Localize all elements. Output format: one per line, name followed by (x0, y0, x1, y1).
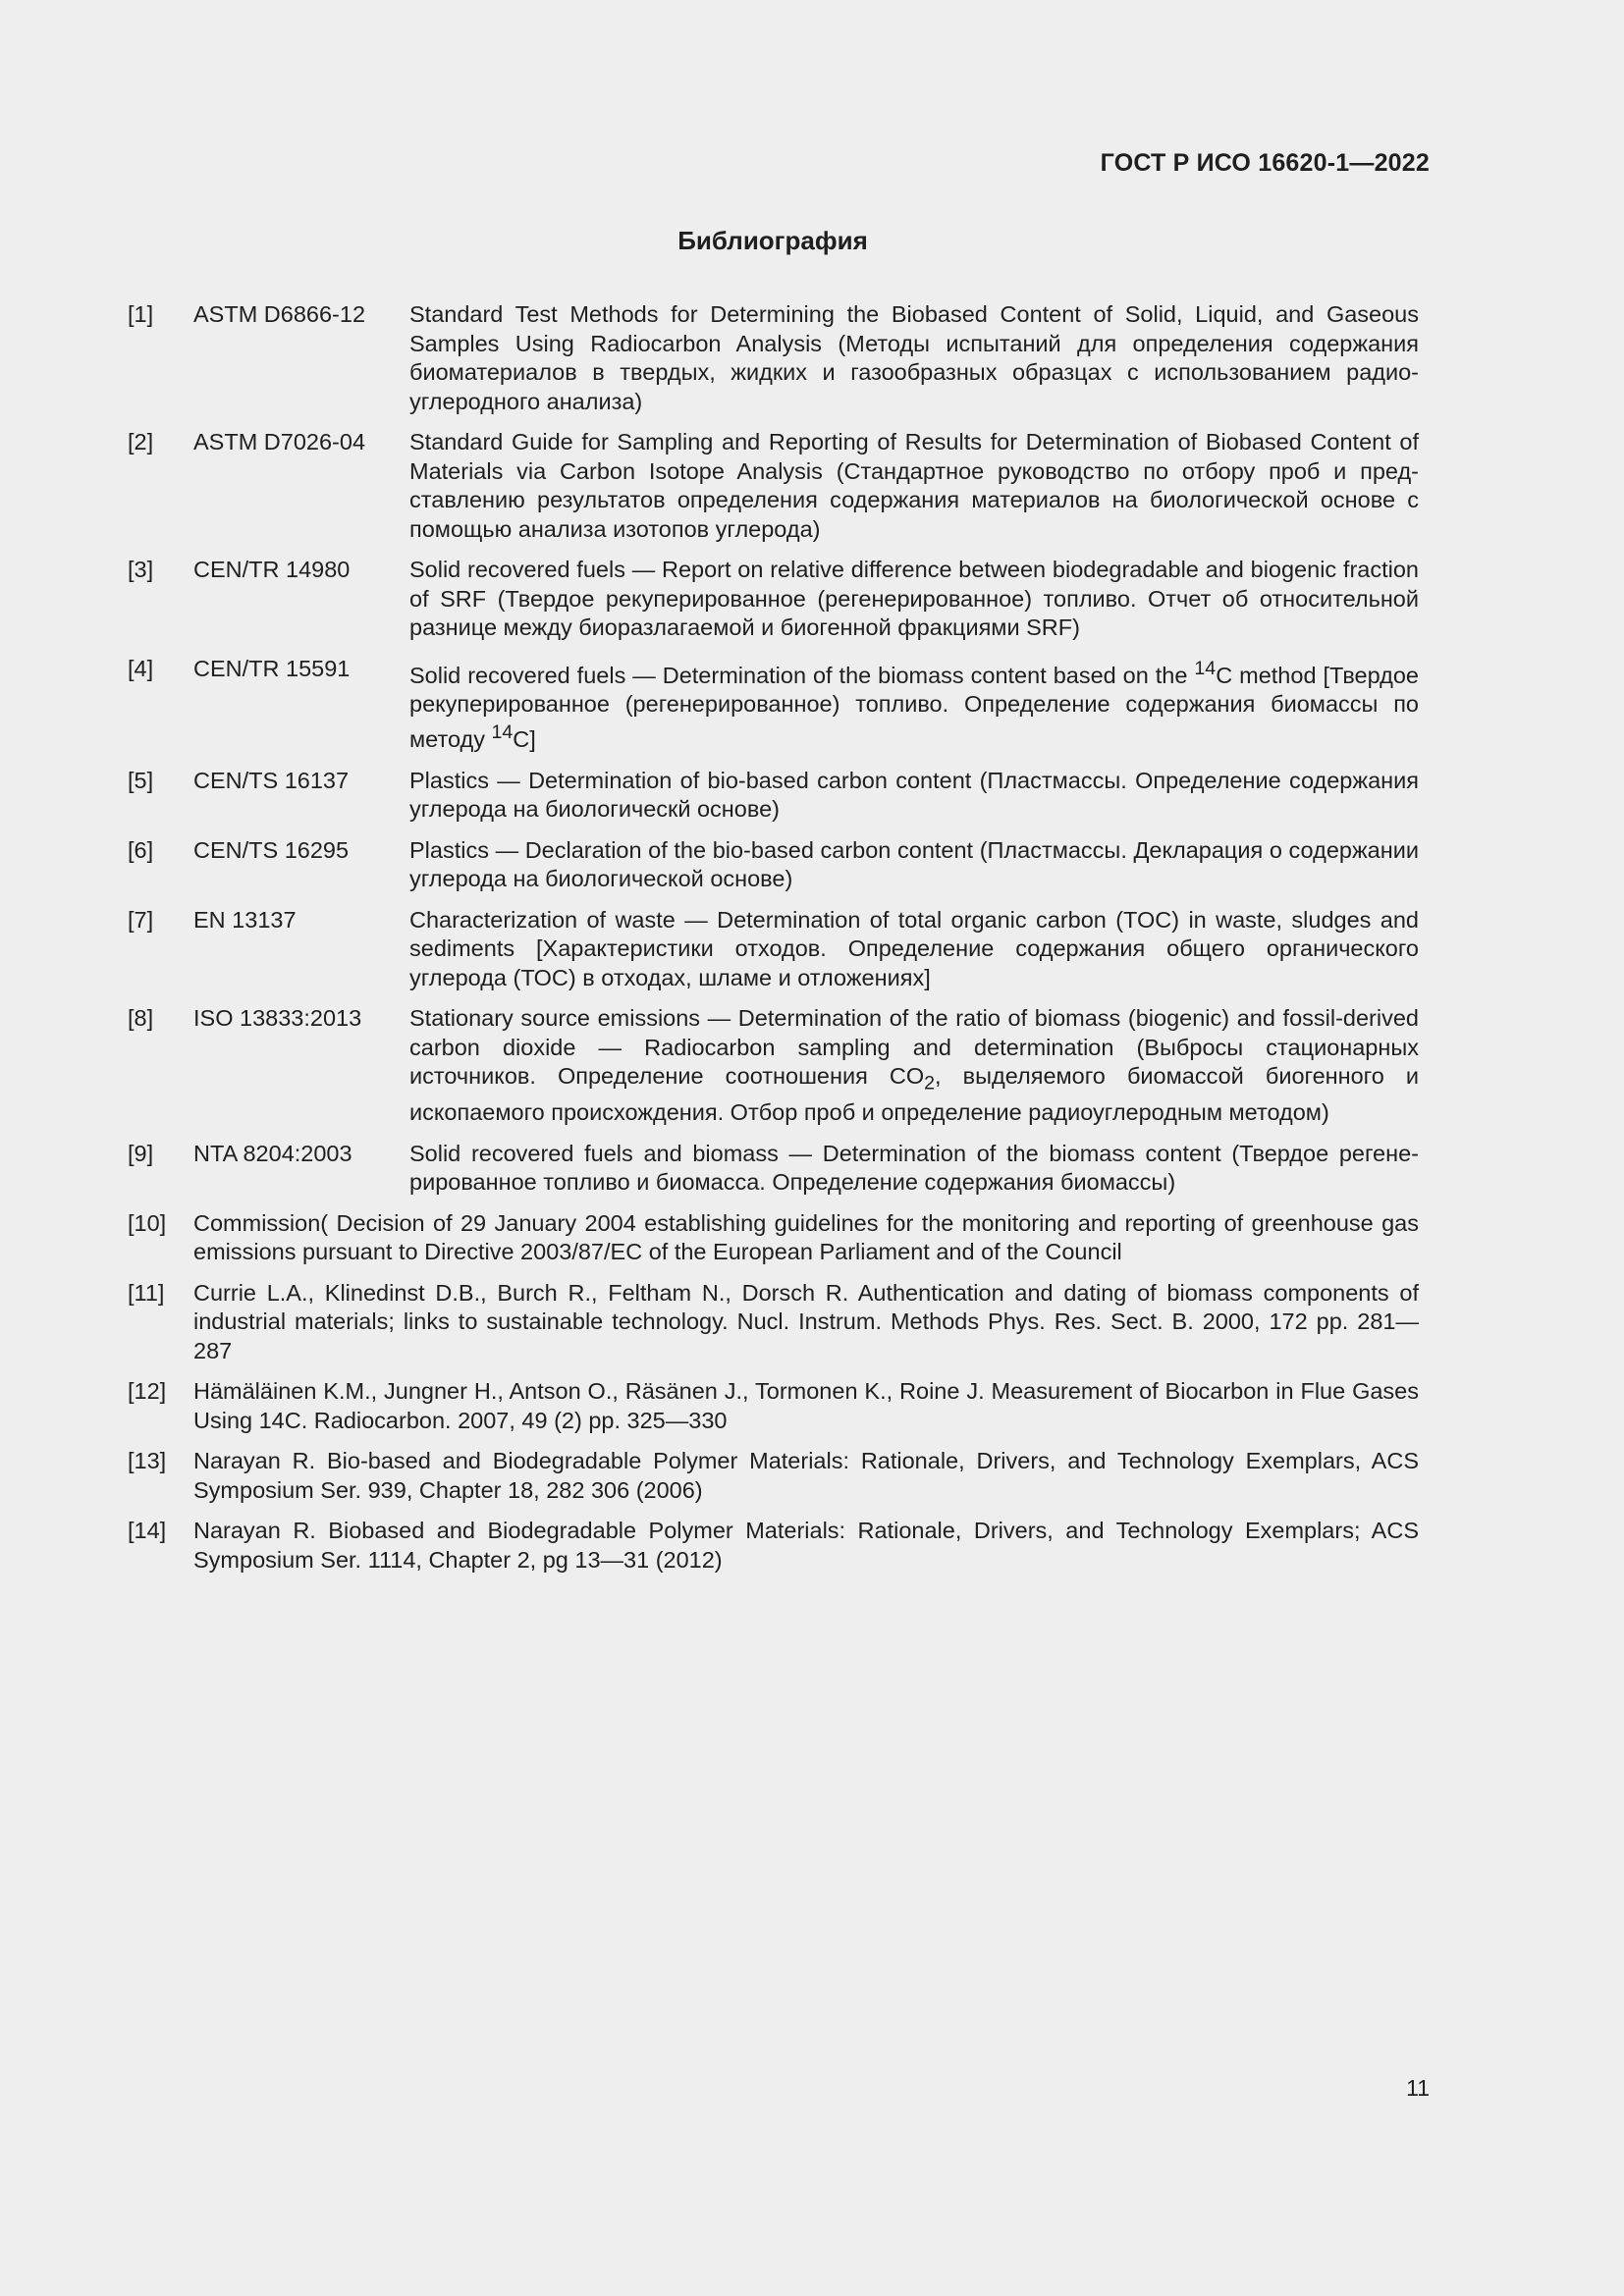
reference-item (128, 556, 1419, 643)
reference-code: CEN/TR 15591 (193, 655, 351, 681)
reference-text (409, 1004, 1419, 1128)
reference-number: [13] (128, 1448, 167, 1474)
reference-item (128, 767, 1419, 825)
reference-number: [10] (128, 1209, 167, 1236)
reference-number: [5] (128, 767, 154, 793)
reference-code: EN 13137 (193, 906, 297, 933)
page-number: 11 (1406, 2075, 1430, 2101)
reference-item (128, 1517, 1419, 1575)
reference-text: Commission( Decision of 29 January 2004 establishing guidelines for the monitoring and reporting of greenhouse gas emissions pursuant to Directive 2003/87/EC of the European Parliament and of the Council (193, 1209, 1419, 1265)
reference-text: Hämäläinen K.M., Jungner H., Antson O., Räsänen J., Tormonen K., Roine J. Measurement of Biocarbon in Flue Gases Using 14C. Radiocarbon. 2007, 49 (2) pp. 325—330 (193, 1378, 1419, 1433)
reference-item (128, 1377, 1419, 1435)
reference-item (128, 906, 1419, 993)
reference-number: [1] (128, 301, 154, 327)
reference-item (128, 428, 1419, 544)
reference-number: [9] (128, 1140, 154, 1166)
bibliography-title: Библиография (677, 226, 868, 255)
reference-item (128, 1279, 1419, 1366)
reference-text: Currie L.A., Klinedinst D.B., Burch R., Feltham N., Dorsch R. Authentication and dating of biomass components of industrial materials; links to sustainable technology. Nucl. Instrum. Methods Phys. Res. Sect. B. 2000, 172 pp. 281—287 (193, 1279, 1419, 1363)
reference-text: Narayan R. Bio-based and Biodegradable Polymer Materials: Rationale, Drivers, and Technology Exemplars, ACS Symposium Ser. 939, Chapter 18, 282 306 (2006) (193, 1448, 1419, 1503)
reference-text: Narayan R. Biobased and Biodegradable Polymer Materials: Rationale, Drivers, and Technology Exemplars; ACS Symposium Ser. 1114, Chapter 2, pg 13—31 (2012) (193, 1518, 1419, 1573)
reference-code: ISO 13833:2013 (193, 1005, 362, 1032)
subscript: 2 (924, 1072, 936, 1095)
reference-text (409, 655, 1419, 755)
reference-item (128, 1447, 1419, 1505)
reference-number: [6] (128, 836, 154, 863)
reference-code: NTA 8204:2003 (193, 1140, 352, 1166)
reference-item (128, 300, 1419, 416)
reference-number: [7] (128, 906, 154, 933)
reference-number: [3] (128, 557, 154, 582)
reference-item (128, 655, 1419, 755)
reference-number: [11] (128, 1279, 165, 1306)
reference-number: [14] (128, 1518, 167, 1544)
reference-item (128, 1004, 1419, 1128)
reference-text: Solid recovered fuels and biomass — Determination of the biomass content (Твердое регенерированное топливо и биомасса. Определение содержания биомассы) (409, 1140, 1419, 1196)
superscript: 14 (1194, 657, 1217, 679)
text-part: Stationary source emissions — Determination of the ratio of biomass (biogenic) and fossil-derived carbon dioxide — Radiocarbon sampling and determination (Выбросы стационарных источников. Определение соотношения CO (409, 1005, 1419, 1090)
reference-code: ASTM D6866-12 (193, 301, 366, 327)
reference-number: [2] (128, 429, 154, 454)
reference-item (128, 1209, 1419, 1267)
reference-text: Characterization of waste — Determination of total organic carbon (TOC) in waste, sludges and sediments [Характеристики отходов. Определение содержания общего органического углерода (ТОС) в отходах, шламе и отложениях] (409, 906, 1419, 990)
reference-text: Standard Guide for Sampling and Reporting of Results for Determination of Biobased Content of Materials via Carbon Isotope Analysis (Стандартное руководство по отбору проб и представлению результатов определения содержания материалов на биологической основе с помощью анализа изотопов углерода) (409, 429, 1419, 542)
superscript: 14 (491, 721, 514, 744)
document-id-header: ГОСТ Р ИСО 16620-1—2022 (1100, 149, 1430, 177)
text-part: C method [Твердое рекуперированное (регенерированное) топливо. Определение содержания биомассы по методу (409, 662, 1420, 753)
reference-code: CEN/TS 16295 (193, 836, 350, 863)
reference-number: [8] (128, 1005, 154, 1032)
reference-list (128, 300, 1419, 1586)
reference-text: Solid recovered fuels — Report on relative difference between biodegradable and biogenic fraction of SRF (Твердое рекуперированное (регенерированное) топливо. Отчет об относительной разнице между биоразлагаемой и биогенной фракциями SRF) (409, 557, 1419, 640)
reference-number: [12] (128, 1378, 167, 1405)
reference-text: Standard Test Methods for Determining the Biobased Content of Solid, Liquid, and Gaseous Samples Using Radiocarbon Analysis (Методы испытаний для определения содержания биоматериалов в твердых, жидких и газообразных образцах с использованием радиоуглеродного анализа) (409, 301, 1419, 414)
reference-code: CEN/TR 14980 (193, 557, 351, 582)
reference-code: CEN/TS 16137 (193, 767, 350, 793)
text-part: , выделяемого биомассой биогенного и ископаемого происхождения. Отбор проб и определение радиоуглеродным методом) (409, 1063, 1419, 1126)
reference-item (128, 836, 1419, 894)
reference-number: [4] (128, 655, 154, 681)
text-part: Solid recovered fuels — Determination of the biomass content based on the (409, 662, 1195, 688)
reference-code: ASTM D7026-04 (193, 429, 366, 454)
reference-text: Plastics — Determination of bio-based carbon content (Пластмассы. Определение содержания углерода на биологическй основе) (409, 767, 1419, 823)
reference-text: Plastics — Declaration of the bio-based carbon content (Пластмассы. Декларация о содержании углерода на биологической основе) (409, 836, 1419, 892)
reference-item (128, 1140, 1419, 1198)
text-part: C] (513, 726, 536, 753)
